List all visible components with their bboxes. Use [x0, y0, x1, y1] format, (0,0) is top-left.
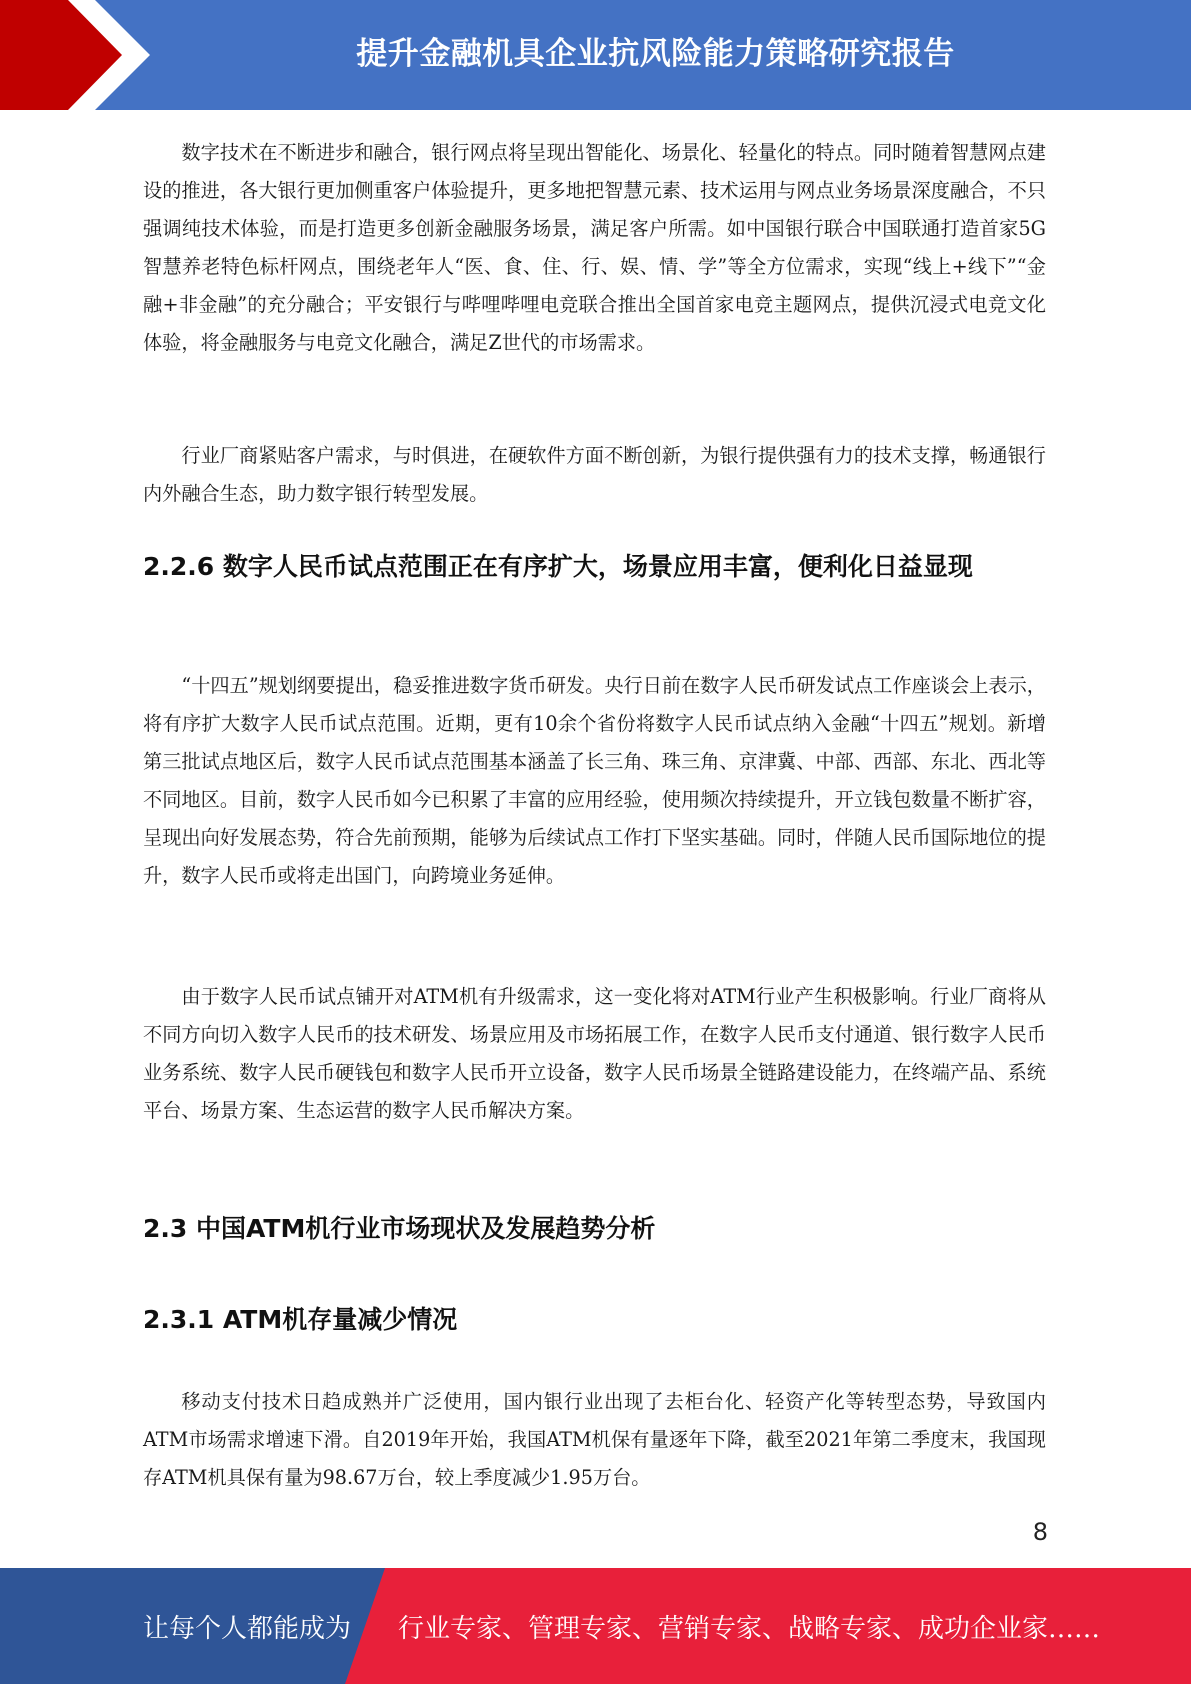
paragraph-smart-branches: 数字技术在不断进步和融合，银行网点将呈现出智能化、场景化、轻量化的特点。同时随着智慧网点建设的推进，各大银行更加侧重客户体验提升，更多地把智慧元素、技术运用与网点业务场景深度融合，不只强调纯技术体验，而是打造更多创新金融服务场景，满足客户所需。如中国银行联合中国联通打造首家5G智慧养老特色标杆网点，围绕老年人“医、食、住、行、娱、情、学”等全方位需求，实现“线上+线下”“金融+非金融”的充分融合；平安银行与哔哩哔哩电竞联合推出全国首家电竞主题网点，提供沉浸式电竞文化体验，将金融服务与电竞文化融合，满足Z世代的市场需求。 [143, 141, 1046, 354]
paragraph-digital-rmb-pilot: “十四五”规划纲要提出，稳妥推进数字货币研发。央行日前在数字人民币研发试点工作座谈会上表示，将有序扩大数字人民币试点范围。近期，更有10余个省份将数字人民币试点纳入金融“十四五”规划。新增第三批试点地区后，数字人民币试点范围基本涵盖了长三角、珠三角、京津冀、中部、西部、东北、西北等不同地区。目前，数字人民币如今已积累了丰富的应用经验，使用频次持续提升，开立钱包数量不断扩容，呈现出向好发展态势，符合先前预期，能够为后续试点工作打下坚实基础。同时，伴随人民币国际地位的提升，数字人民币或将走出国门，向跨境业务延伸。 [143, 674, 1046, 887]
page-number: 8 [1032, 1518, 1048, 1546]
paragraph-atm-decline: 移动支付技术日趋成熟并广泛使用，国内银行业出现了去柜台化、轻资产化等转型态势，导致国内ATM市场需求增速下滑。自2019年开始，我国ATM机保有量逐年下降，截至2021年第二季度末，我国现存ATM机具保有量为98.67万台，较上季度减少1.95万台。 [143, 1390, 1046, 1489]
page-header [0, 0, 1191, 110]
page-footer [0, 1568, 1191, 1684]
section-heading-2-3-1: 2.3.1 ATM机存量减少情况 [143, 1305, 458, 1334]
footer-slogan-right: 行业专家、管理专家、营销专家、战略专家、成功企业家…… [398, 1613, 1101, 1644]
footer-slogan-left: 让每个人都能成为 [143, 1613, 352, 1644]
header-arrow-decoration [0, 0, 170, 110]
section-heading-2-2-6: 2.2.6 数字人民币试点范围正在有序扩大，场景应用丰富，便利化日益显现 [143, 552, 973, 581]
paragraph-digital-rmb-atm: 由于数字人民币试点铺开对ATM机有升级需求，这一变化将对ATM行业产生积极影响。行业厂商将从不同方向切入数字人民币的技术研发、场景应用及市场拓展工作，在数字人民币支付通道、银行数字人民币业务系统、数字人民币硬钱包和数字人民币开立设备，数字人民币场景全链路建设能力，在终端产品、系统平台、场景方案、生态运营的数字人民币解决方案。 [143, 985, 1046, 1122]
section-heading-2-3: 2.3 中国ATM机行业市场现状及发展趋势分析 [143, 1214, 656, 1243]
paragraph-vendors-innovation: 行业厂商紧贴客户需求，与时俱进，在硬软件方面不断创新，为银行提供强有力的技术支撑，畅通银行内外融合生态，助力数字银行转型发展。 [143, 444, 1046, 505]
report-title: 提升金融机具企业抗风险能力策略研究报告 [356, 35, 955, 72]
